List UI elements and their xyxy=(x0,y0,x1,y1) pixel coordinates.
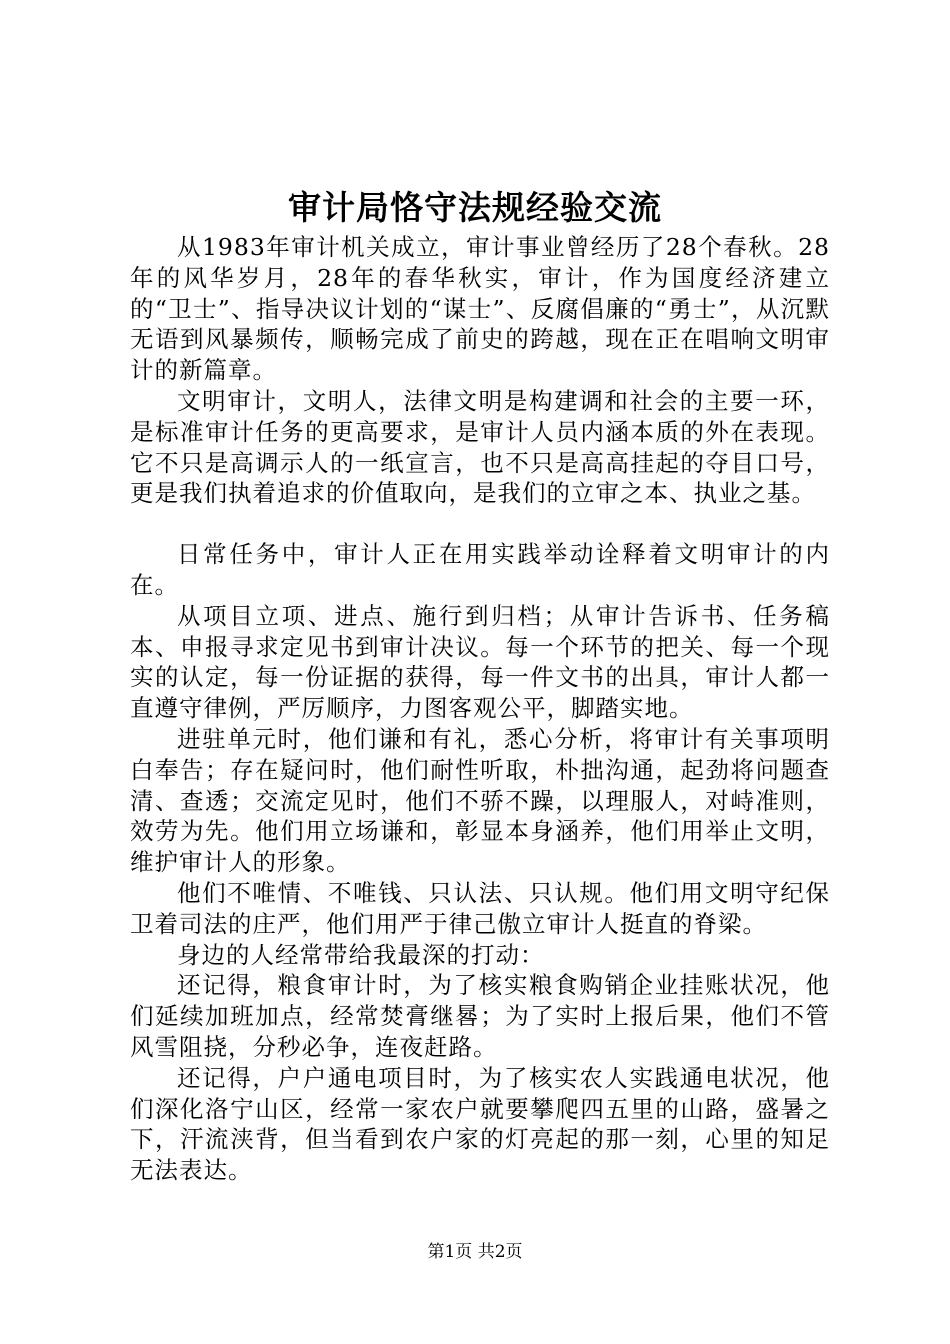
paragraph-project-process: 从项目立项、进点、施行到归档；从审计告诉书、任务稿本、申报寻求定见书到审计决议。每一个环节的把关、每一个现实的认定，每一份证据的获得，每一件文书的出具，审计人都一直遵守律例，严厉顺序，力图客观公平，脚踏实地。 xyxy=(130,601,830,723)
paragraph-daily-work: 日常任务中，审计人正在用实践举动诠释着文明审计的内在。 xyxy=(130,540,830,599)
paragraph-grain-audit: 还记得，粮食审计时，为了核实粮食购销企业挂账状况，他们延续加班加点，经常焚膏继晷；为了实时上报后果，他们不管风雪阻挠，分秒必争，连夜赶路。 xyxy=(130,971,830,1061)
page-number-footer: 第1页 共2页 xyxy=(427,1242,523,1262)
paragraph-integrity: 他们不唯情、不唯钱、只认法、只认规。他们用文明守纪保卫着司法的庄严，他们用严于律己傲立审计人挺直的脊梁。 xyxy=(130,878,830,938)
document-title: 审计局恪守法规经验交流 xyxy=(288,188,662,227)
paragraph-inspiration: 身边的人经常带给我最深的打动： xyxy=(177,940,545,969)
paragraph-electricity-project: 还记得，户户通电项目时，为了核实农人实践通电状况，他们深化洛宁山区，经常一家农户就要攀爬四五里的山路，盛暑之下，汗流浃背，但当看到农户家的灯亮起的那一刻，心里的知足无法表达。 xyxy=(130,1063,830,1185)
paragraph-intro: 从1983年审计机关成立，审计事业曾经历了28个春秋。28年的风华岁月，28年的春华秋实，审计，作为国度经济建立的“卫士”、指导决议计划的“谋士”、反腐倡廉的“勇士”，从沉默无语到风暴频传，顺畅完成了前史的跨越，现在正在唱响文明审计的新篇章。 xyxy=(130,233,830,385)
document-body xyxy=(130,232,830,1186)
paragraph-civilized-audit: 文明审计，文明人，法律文明是构建调和社会的主要一环，是标准审计任务的更高要求，是审计人员内涵本质的外在表现。它不只是高调示人的一纸宣言，也不只是高高挂起的夺目口号，更是我们执着追求的价值取向，是我们的立审之本、执业之基。 xyxy=(130,386,830,508)
paragraph-on-site-conduct: 进驻单元时，他们谦和有礼，悉心分析，将审计有关事项明白奉告；存在疑问时，他们耐性听取，朴拙沟通，起劲将问题查清、查透；交流定见时，他们不骄不躁，以理服人，对峙准则，效劳为先。他们用立场谦和，彰显本身涵养，他们用举止文明，维护审计人的形象。 xyxy=(130,724,830,877)
